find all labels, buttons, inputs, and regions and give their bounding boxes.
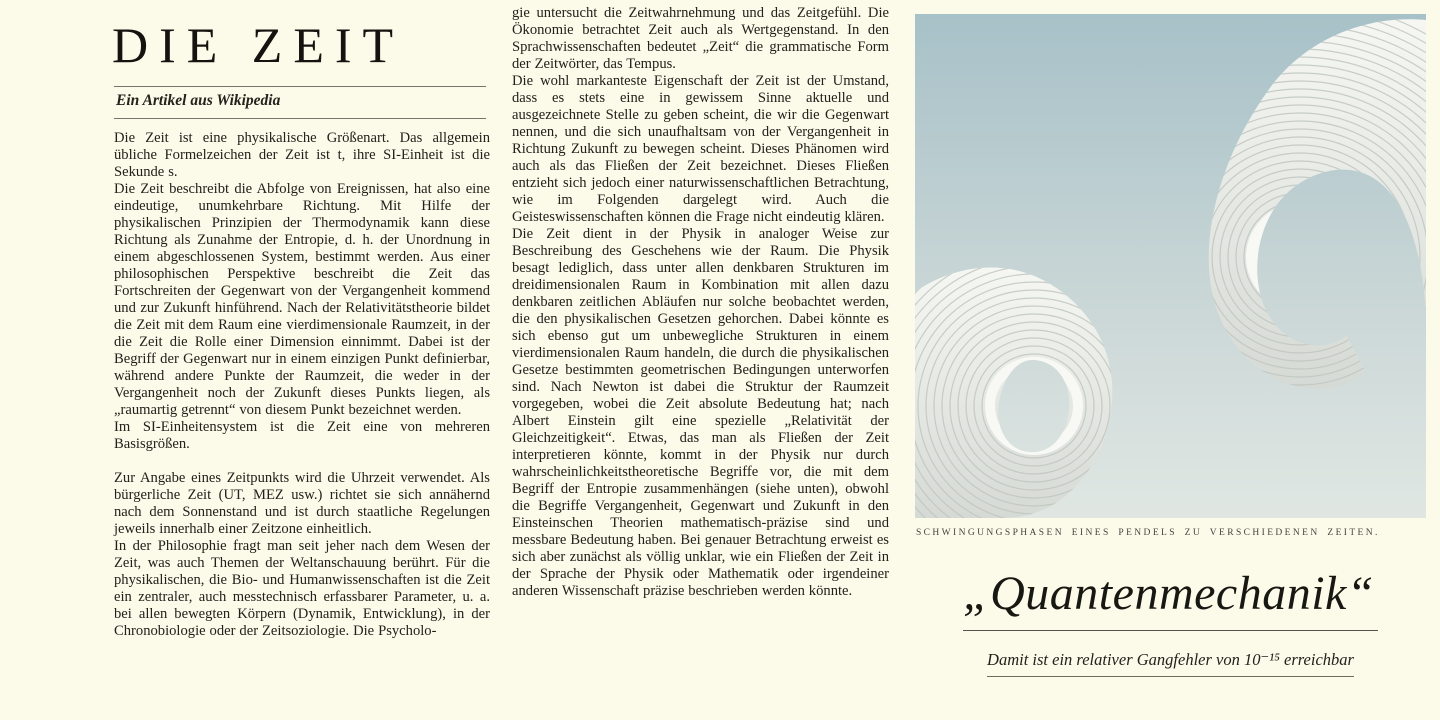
- pullquote-attribution: [915, 650, 1426, 677]
- article-column-2: [512, 5, 889, 600]
- body-paragraph: Die wohl markanteste Eigenschaft der Zeit ist der Umstand, dass es stets eine in gewissem Sinne aktuelle und ausgezeichnete Stelle zu geben scheint, die wir die Gegenwart nennen, und die sich unaufhaltsam von der Vergangenheit in Richtung Zukunft zu bewegen scheint. Dieses Phänomen wird auch als das Fließen der Zeit bezeichnet. Dieses Fließen entzieht sich jedoch einer naturwissenschaftlichen Betrachtung, wie im Folgenden dargelegt wird. Auch die Geisteswissenschaften können die Frage nicht eindeutig klären.: [512, 73, 889, 225]
- pullquote: [915, 566, 1426, 631]
- article-column-1: [114, 130, 490, 640]
- pullquote-attribution-text: Damit ist ein relativer Gangfehler von 10⁻¹⁵ erreichbar: [987, 650, 1354, 677]
- article-subtitle: Ein Artikel aus Wikipedia: [114, 86, 486, 119]
- body-paragraph: gie untersucht die Zeitwahrnehmung und das Zeitgefühl. Die Ökonomie betrachtet Zeit auch als Wertgegenstand. In den Sprachwissenschaften bedeutet „Zeit“ die grammatische Form der Zeitwörter, das Tempus.: [512, 5, 889, 72]
- figure-caption: SCHWINGUNGSPHASEN EINES PENDELS ZU VERSCHIEDENEN ZEITEN.: [916, 528, 1380, 538]
- pendulum-photo-graphic: [915, 14, 1426, 518]
- body-paragraph: Die Zeit ist eine physikalische Größenart. Das allgemein übliche Formelzeichen der Zeit ist t, ihre SI-Einheit ist die Sekunde s.: [114, 130, 490, 180]
- body-paragraph: Die Zeit dient in der Physik in analoger Weise zur Beschreibung des Geschehens wie der Raum. Die Physik besagt lediglich, dass unter allen denkbaren Strukturen im dreidimensionalen Raum in Kombination mit allen dazu denkbaren zeitlichen Abläufen nur solche beobachtet werden, die den physikalischen Gesetzen gehorchen. Dabei könnte es sich ebenso gut um unbewegliche Strukturen in einem vierdimensionalen Raum handeln, die durch die physikalischen Gesetze bestimmten geometrischen Bedingungen unterworfen sind. Nach Newton ist dabei die Struktur der Raumzeit vorgegeben, wobei die Zeit absolute Bedeutung hat; nach Albert Einstein gilt eine spezielle „Relativität der Gleichzeitigkeit“. Etwas, das man als Fließen der Zeit interpretieren könnte, kommt in der Physik nur durch wahrscheinlichkeitstheoretische Begriffe vor, die mit dem Begriff der Entropie zusammenhängen (siehe unten), obwohl die Begriffe Vergangenheit, Gegenwart und Zukunft in den Einsteinschen Theorien mathematisch-präzise sind und messbare Bedeutung haben. Bei genauer Betrachtung erweist es sich aber zunächst als völlig unklar, wie ein Fließen der Zeit in der Sprache der Physik oder Mathematik oder irgendeiner anderen Wissenschaft präzise beschrieben werden könnte.: [512, 226, 889, 599]
- body-paragraph: In der Philosophie fragt man seit jeher nach dem Wesen der Zeit, was auch Themen der Weltanschauung berührt. Für die physikalischen, die Bio- und Humanwissenschaften ist die Zeit ein zentraler, auch messtechnisch erfassbarer Parameter, u. a. bei allen bewegten Körpern (Dynamik, Entwicklung), in der Chronobiologie oder der Zeitsoziologie. Die Psycholo-: [114, 538, 490, 639]
- body-paragraph: Die Zeit beschreibt die Abfolge von Ereignissen, hat also eine eindeutige, unumkehrbare Richtung. Mit Hilfe der physikalischen Prinzipien der Thermodynamik kann diese Richtung als Zunahme der Entropie, d. h. der Unordnung in einem abgeschlossenen System, bestimmt werden. Aus einer philosophischen Perspektive beschreibt die Zeit das Fortschreiten der Gegenwart von der Vergangenheit kommend und zur Zukunft hinführend. Nach der Relativitätstheorie bildet die Zeit mit dem Raum eine vierdimensionale Raumzeit, in der die Zeit die Rolle einer Dimension einnimmt. Dabei ist der Begriff der Gegenwart nur in einem einzigen Punkt definierbar, während andere Punkte der Raumzeit, die weder in der Vergangenheit noch der Zukunft dieses Punkts liegen, als „raumartig getrennt“ von diesem Punkt bezeichnet werden.: [114, 181, 490, 418]
- pendulum-photo: [915, 14, 1426, 518]
- body-paragraph: [114, 453, 490, 470]
- pullquote-text: „Quantenmechanik“: [963, 566, 1378, 631]
- body-paragraph: Im SI-Einheitensystem ist die Zeit eine von mehreren Basisgrößen.: [114, 419, 490, 452]
- body-paragraph: Zur Angabe eines Zeitpunkts wird die Uhrzeit verwendet. Als bürgerliche Zeit (UT, MEZ usw.) richtet sie sich annähernd nach dem Sonnenstand und ist durch staatliche Regelungen jeweils innerhalb einer Zeitzone einheitlich.: [114, 470, 490, 537]
- masthead-title: DIE ZEIT: [112, 17, 405, 73]
